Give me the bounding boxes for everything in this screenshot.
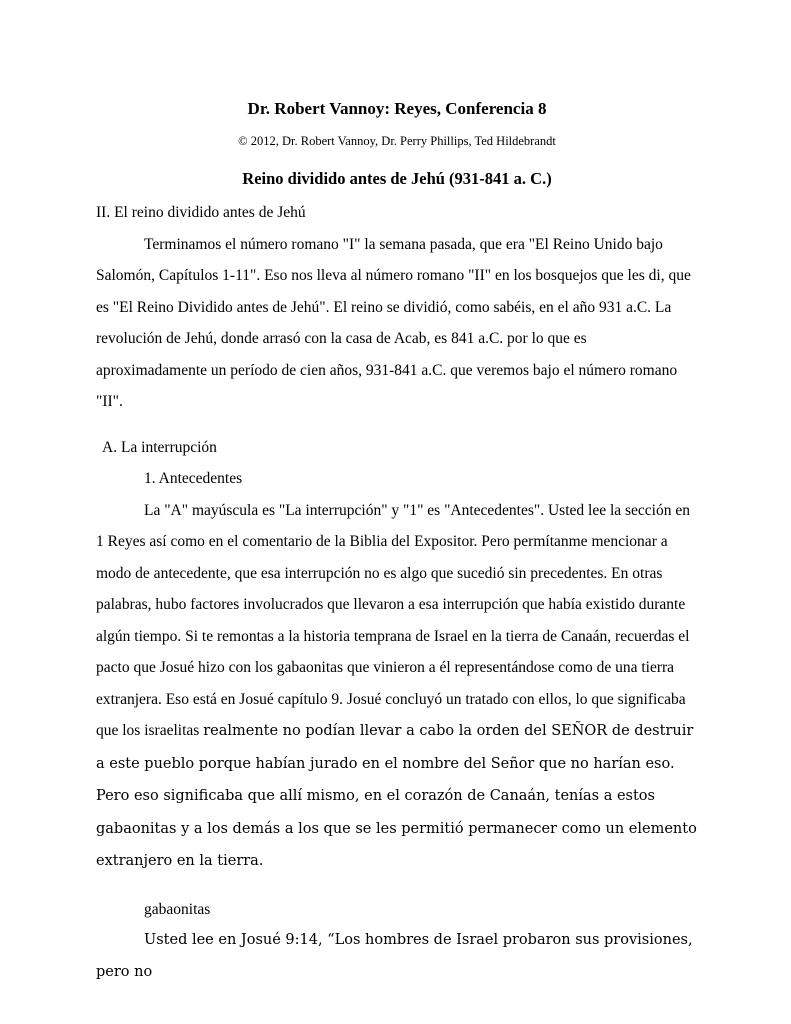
outline-item-1: 1. Antecedentes (144, 470, 243, 487)
paragraph-antecedentes (96, 495, 698, 878)
document-body (96, 197, 698, 988)
paragraph-antecedentes-part1: La "A" mayúscula es "La interrupción" y "1" es "Antecedentes". Usted lee la sección en 1 Reyes así como en el comentario de la Biblia del Expositor. Pero permítanme mencionar a modo de antecedente, que esa interrupción no es algo que sucedió sin precedentes. En otras palabras, hubo factores involucrados que llevaron a esa interrupción que había existido durante algún tiempo. Si te remontas a la historia temprana de Israel en la tierra de Canaán, recuerdas el pacto que Josué hizo con los gabaonitas que vinieron a él representándose como de una tierra extranjera. Eso está en Josué capítulo 9. Josué concluyó un tratado con ellos, lo que significaba que los israelitas (96, 501, 690, 739)
paragraph-antecedentes-part2: realmente no podían llevar a cabo la orden del SEÑOR de destruir a este pueblo porque habían jurado en el nombre del Señor que no harían eso. Pero eso significaba que allí mismo, en el corazón de Canaán, tenías a estos gabaonitas y a los demás a los que se les permitió permanecer como un elemento extranjero en la tierra. (96, 723, 697, 869)
copyright-line: © 2012, Dr. Robert Vannoy, Dr. Perry Phillips, Ted Hildebrandt (238, 134, 556, 148)
section-heading: Reino dividido antes de Jehú (931-841 a. C.) (242, 169, 552, 188)
paragraph-intro: Terminamos el número romano "I" la semana pasada, que era "El Reino Unido bajo Salomón, Capítulos 1-11". Eso nos lleva al número romano "II" en los bosquejos que les di, que es "El Reino Dividido antes de Jehú". El reino se dividió, como sabéis, en el año 931 a.C. La revolución de Jehú, donde arrasó con la casa de Acab, es 841 a.C. por lo que es aproximadamente un período de cien años, 931-841 a.C. que veremos bajo el número romano "II". (96, 235, 691, 410)
doc-title: Dr. Robert Vannoy: Reyes, Conferencia 8 (247, 99, 547, 118)
paragraph-josue: Usted lee en Josué 9:14, “Los hombres de Israel probaron sus provisiones, pero no (96, 932, 693, 980)
outline-item-ii: II. El reino dividido antes de Jehú (96, 204, 306, 221)
subheading-gabaonitas: gabaonitas (144, 900, 211, 918)
outline-item-a: A. La interrupción (102, 438, 217, 456)
